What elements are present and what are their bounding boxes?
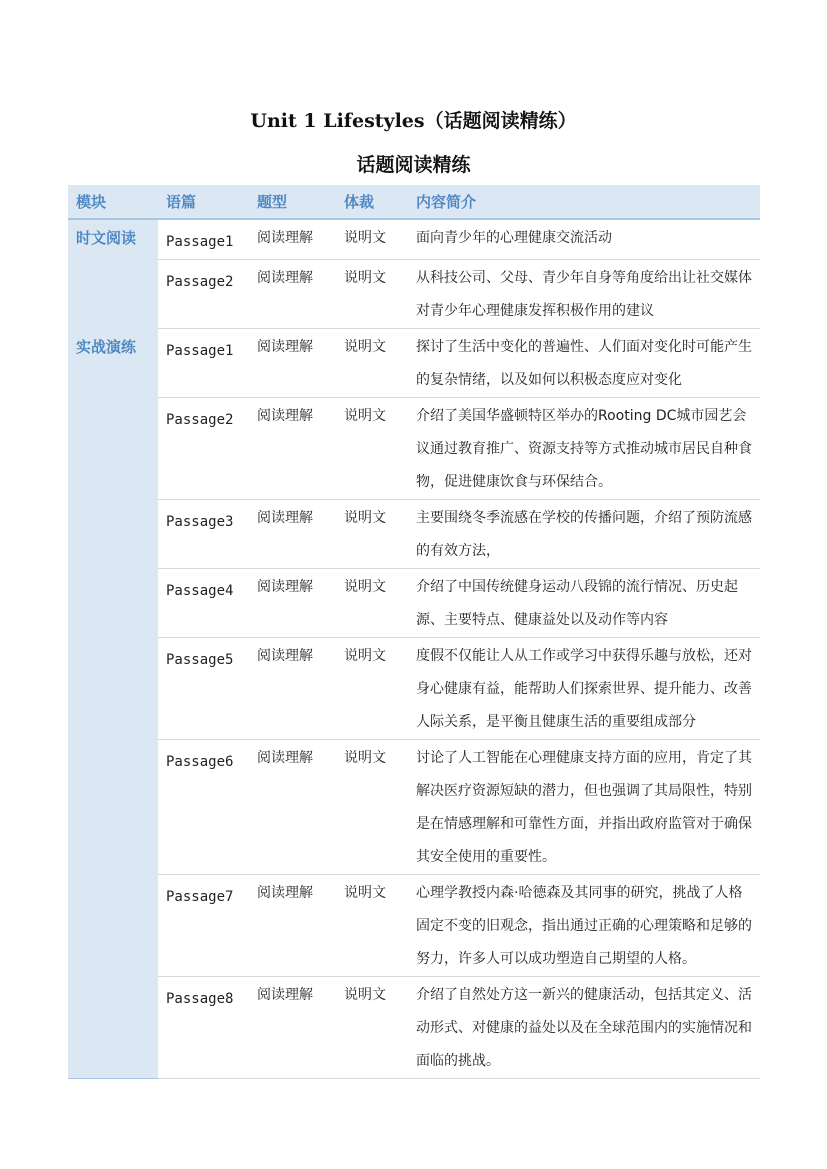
genre-cell: 说明文 bbox=[336, 398, 408, 500]
module-cell-practice: 实战演练 bbox=[68, 329, 158, 740]
summary-cell: 度假不仅能让人从工作或学习中获得乐趣与放松，还对身心健康有益，能帮助人们探索世界、提升能力、改善人际关系，是平衡且健康生活的重要组成部分 bbox=[408, 638, 760, 740]
table-row bbox=[68, 740, 760, 875]
passage-cell: Passage7 bbox=[158, 875, 249, 977]
summary-cell: 主要围绕冬季流感在学校的传播问题，介绍了预防流感的有效方法， bbox=[408, 500, 760, 569]
summary-cell: 介绍了美国华盛顿特区举办的Rooting DC城市园艺会议通过教育推广、资源支持等方式推动城市居民自种食物，促进健康饮食与环保结合。 bbox=[408, 398, 760, 500]
table-row bbox=[68, 260, 760, 329]
genre-cell: 说明文 bbox=[336, 638, 408, 740]
summary-cell: 讨论了人工智能在心理健康支持方面的应用，肯定了其解决医疗资源短缺的潜力，但也强调了其局限性，特别是在情感理解和可靠性方面，并指出政府监管对于确保其安全使用的重要性。 bbox=[408, 740, 760, 875]
passage-cell: Passage2 bbox=[158, 260, 249, 329]
question-type-cell: 阅读理解 bbox=[249, 260, 336, 329]
table-row bbox=[68, 500, 760, 569]
table-row bbox=[68, 977, 760, 1079]
header-genre: 体裁 bbox=[336, 185, 408, 219]
passage-cell: Passage2 bbox=[158, 398, 249, 500]
table-row bbox=[68, 569, 760, 638]
passage-cell: Passage5 bbox=[158, 638, 249, 740]
genre-cell: 说明文 bbox=[336, 219, 408, 260]
genre-cell: 说明文 bbox=[336, 569, 408, 638]
reading-table bbox=[68, 185, 760, 1079]
summary-cell: 介绍了自然处方这一新兴的健康活动，包括其定义、活动形式、对健康的益处以及在全球范围内的实施情况和面临的挑战。 bbox=[408, 977, 760, 1079]
passage-cell: Passage6 bbox=[158, 740, 249, 875]
summary-cell: 介绍了中国传统健身运动八段锦的流行情况、历史起源、主要特点、健康益处以及动作等内容 bbox=[408, 569, 760, 638]
header-summary: 内容简介 bbox=[408, 185, 760, 219]
question-type-cell: 阅读理解 bbox=[249, 740, 336, 875]
table-header bbox=[68, 185, 760, 219]
header-row bbox=[68, 185, 760, 219]
document-title: Unit 1 Lifestyles（话题阅读精练） bbox=[250, 110, 577, 132]
table-row bbox=[68, 875, 760, 977]
genre-cell: 说明文 bbox=[336, 977, 408, 1079]
question-type-cell: 阅读理解 bbox=[249, 569, 336, 638]
passage-cell: Passage4 bbox=[158, 569, 249, 638]
genre-cell: 说明文 bbox=[336, 875, 408, 977]
summary-cell: 面向青少年的心理健康交流活动 bbox=[408, 219, 760, 260]
passage-cell: Passage8 bbox=[158, 977, 249, 1079]
table-row bbox=[68, 219, 760, 260]
passage-cell: Passage1 bbox=[158, 219, 249, 260]
module-cell-current-reading: 时文阅读 bbox=[68, 219, 158, 329]
question-type-cell: 阅读理解 bbox=[249, 977, 336, 1079]
table-row bbox=[68, 398, 760, 500]
header-module: 模块 bbox=[68, 185, 158, 219]
header-question-type: 题型 bbox=[249, 185, 336, 219]
passage-cell: Passage1 bbox=[158, 329, 249, 398]
document-subtitle: 话题阅读精练 bbox=[356, 154, 471, 176]
question-type-cell: 阅读理解 bbox=[249, 875, 336, 977]
summary-cell: 心理学教授内森·哈德森及其同事的研究，挑战了人格固定不变的旧观念，指出通过正确的心理策略和足够的努力，许多人可以成功塑造自己期望的人格。 bbox=[408, 875, 760, 977]
genre-cell: 说明文 bbox=[336, 329, 408, 398]
table-row bbox=[68, 329, 760, 398]
question-type-cell: 阅读理解 bbox=[249, 638, 336, 740]
question-type-cell: 阅读理解 bbox=[249, 219, 336, 260]
genre-cell: 说明文 bbox=[336, 500, 408, 569]
module-cell-empty bbox=[68, 740, 158, 1079]
question-type-cell: 阅读理解 bbox=[249, 329, 336, 398]
question-type-cell: 阅读理解 bbox=[249, 398, 336, 500]
genre-cell: 说明文 bbox=[336, 260, 408, 329]
header-passage: 语篇 bbox=[158, 185, 249, 219]
question-type-cell: 阅读理解 bbox=[249, 500, 336, 569]
passage-cell: Passage3 bbox=[158, 500, 249, 569]
genre-cell: 说明文 bbox=[336, 740, 408, 875]
summary-cell: 探讨了生活中变化的普遍性、人们面对变化时可能产生的复杂情绪，以及如何以积极态度应对变化 bbox=[408, 329, 760, 398]
summary-cell: 从科技公司、父母、青少年自身等角度给出让社交媒体对青少年心理健康发挥积极作用的建议 bbox=[408, 260, 760, 329]
table-row bbox=[68, 638, 760, 740]
